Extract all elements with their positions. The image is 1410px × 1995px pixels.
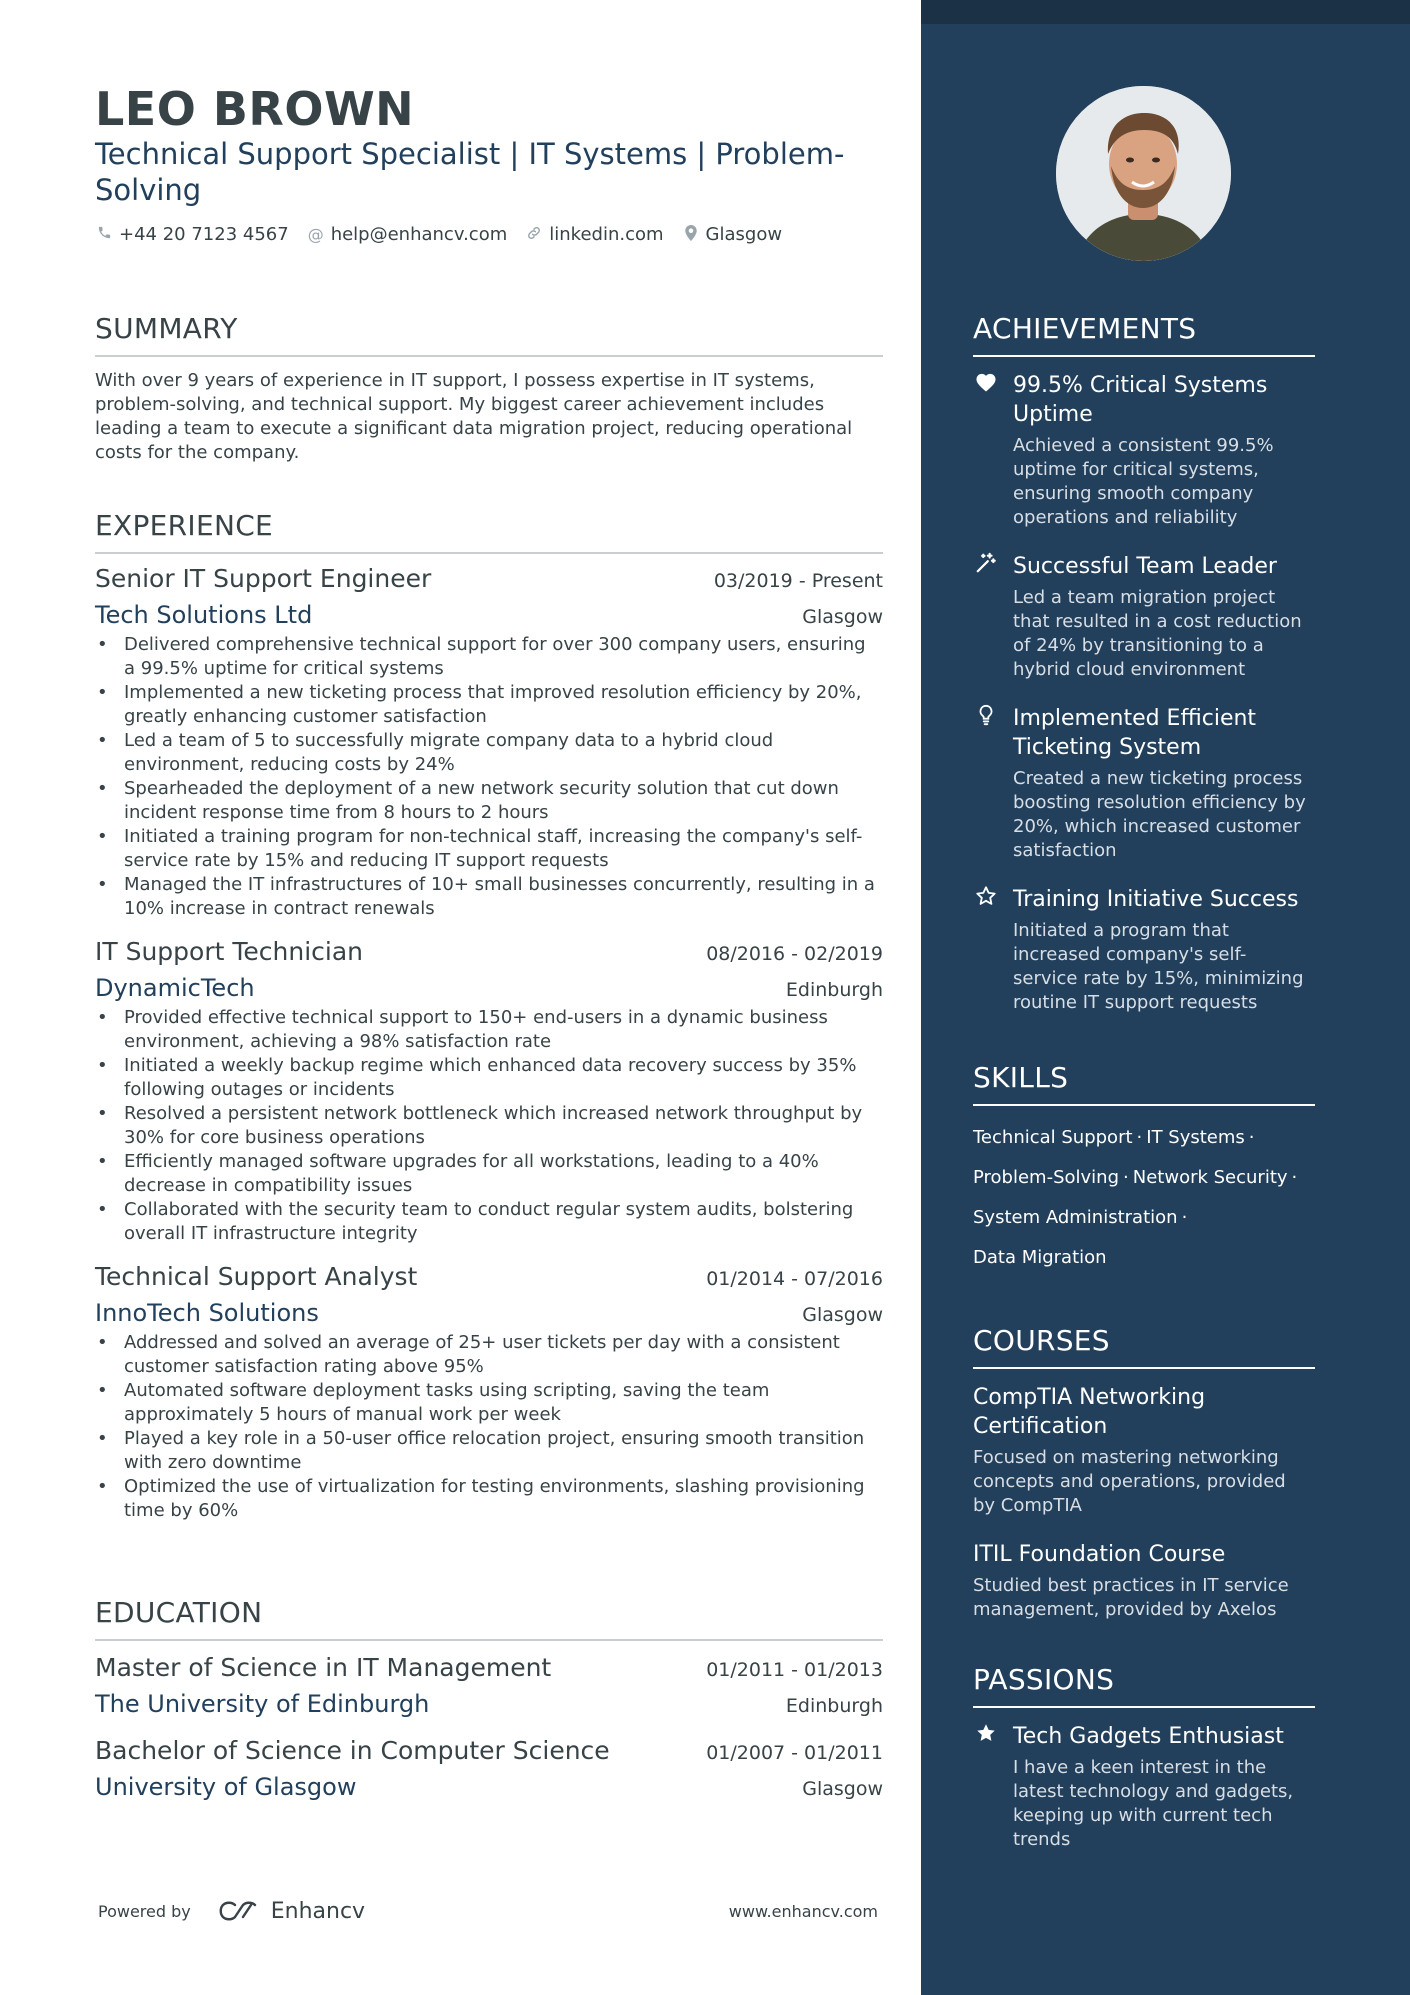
education-entry [95, 1653, 883, 1718]
course-description [973, 1574, 1315, 1622]
job-entry [95, 1262, 883, 1523]
desc-line: ensuring smooth company [1013, 483, 1254, 504]
job-title: Senior IT Support Engineer [95, 564, 432, 593]
job-bullets [95, 1331, 883, 1523]
section-divider [95, 355, 883, 357]
bullet-line: with zero downtime [124, 1452, 302, 1473]
achievement-title-line: Uptime [1013, 402, 1093, 427]
school-location: Glasgow [802, 1778, 883, 1800]
skills-row [973, 1198, 1315, 1238]
footer [98, 1896, 878, 1926]
section-title: SKILLS [973, 1061, 1069, 1094]
desc-line: Led a team migration project [1013, 587, 1276, 608]
skills-row [973, 1118, 1315, 1158]
skill-tag: Problem-Solving [973, 1167, 1120, 1188]
sidebar-top-band [921, 0, 1410, 24]
bullet-line: time by 60% [124, 1500, 239, 1521]
job-company: InnoTech Solutions [95, 1299, 319, 1327]
bullet-item [95, 1006, 883, 1054]
course-title-line: Certification [973, 1414, 1108, 1439]
desc-line: uptime for critical systems, [1013, 459, 1259, 480]
degree-title: Master of Science in IT Management [95, 1653, 552, 1682]
achievement-body [1013, 704, 1306, 863]
summary-line: problem-solving, and technical support. My biggest career achievement includes [95, 394, 825, 415]
star-filled-icon [973, 1722, 999, 1852]
course-item [973, 1383, 1315, 1518]
bullet-line: Initiated a training program for non-technical staff, increasing the company's self- [124, 826, 863, 847]
location-pin-icon [682, 225, 700, 245]
achievement-title [1013, 552, 1302, 581]
education-date: 01/2011 - 01/2013 [706, 1659, 883, 1681]
bullet-line: greatly enhancing customer satisfaction [124, 706, 487, 727]
bullet-line: Managed the IT infrastructures of 10+ small businesses concurrently, resulting in a [124, 874, 875, 895]
job-bullets [95, 633, 883, 921]
job-date: 01/2014 - 07/2016 [706, 1268, 883, 1290]
bullet-line: following outages or incidents [124, 1079, 395, 1100]
desc-line: management, provided by Axelos [973, 1599, 1277, 1620]
bullet-item [95, 633, 883, 681]
skill-tag: Network Security [1132, 1167, 1288, 1188]
job-header [95, 937, 883, 966]
section-divider [95, 552, 883, 554]
skills-row [973, 1158, 1315, 1198]
bullet-item [95, 777, 883, 825]
bullet-line: Spearheaded the deployment of a new network security solution that cut down [124, 778, 839, 799]
passion-title [1013, 1722, 1293, 1751]
bullet-line: a 99.5% uptime for critical systems [124, 658, 444, 679]
powered-by [98, 1899, 365, 1924]
achievement-item [973, 885, 1315, 1015]
skill-tag: Technical Support [973, 1127, 1133, 1148]
enhancv-logo-icon [215, 1899, 263, 1923]
achievement-title-line: Training Initiative Success [1013, 887, 1299, 912]
contact-linkedin[interactable] [525, 224, 663, 245]
location-text: Glasgow [705, 224, 783, 245]
bullet-line: Led a team of 5 to successfully migrate company data to a hybrid cloud [124, 730, 774, 751]
headline-line: Solving [95, 173, 202, 207]
at-icon: @ [307, 225, 324, 244]
bullet-item [95, 1475, 883, 1523]
desc-line: of 24% by transitioning to a [1013, 635, 1264, 656]
degree-title: Bachelor of Science in Computer Science [95, 1736, 610, 1765]
desc-line: that resulted in a cost reduction [1013, 611, 1302, 632]
bullet-line: Automated software deployment tasks using scripting, saving the team [124, 1380, 770, 1401]
education-section [95, 1596, 883, 1801]
section-title: COURSES [973, 1324, 1110, 1357]
section-divider [973, 1104, 1315, 1106]
desc-line: satisfaction [1013, 840, 1117, 861]
linkedin-text: linkedin.com [549, 224, 664, 245]
passion-title-line: Tech Gadgets Enthusiast [1013, 1724, 1284, 1749]
skill-separator: · [1181, 1207, 1188, 1228]
education-subheader [95, 1690, 883, 1718]
skills-section [973, 1061, 1315, 1278]
sidebar [921, 0, 1410, 1995]
bullet-line: environment, reducing costs by 24% [124, 754, 455, 775]
course-item [973, 1540, 1315, 1622]
desc-line: latest technology and gadgets, [1013, 1781, 1294, 1802]
job-company: DynamicTech [95, 974, 255, 1002]
job-date: 08/2016 - 02/2019 [706, 943, 883, 965]
section-divider [973, 1367, 1315, 1369]
job-company: Tech Solutions Ltd [95, 601, 313, 629]
achievement-title [1013, 371, 1274, 429]
brand-name: Enhancv [270, 1898, 366, 1924]
headline [95, 136, 883, 208]
desc-line: Initiated a program that [1013, 920, 1229, 941]
job-title: IT Support Technician [95, 937, 364, 966]
bullet-line: Resolved a persistent network bottleneck which increased network throughput by [124, 1103, 863, 1124]
passions-section [973, 1663, 1315, 1852]
profile-photo [1056, 86, 1231, 261]
course-description [973, 1446, 1315, 1518]
bullet-item [95, 1427, 883, 1475]
bullet-line: approximately 5 hours of manual work per week [124, 1404, 561, 1425]
contact-location [682, 224, 783, 245]
desc-line: hybrid cloud environment [1013, 659, 1246, 680]
section-title: SUMMARY [95, 312, 238, 345]
bullet-line: Implemented a new ticketing process that improved resolution efficiency by 20%, [124, 682, 862, 703]
achievement-title-line: 99.5% Critical Systems [1013, 373, 1268, 398]
section-title: EDUCATION [95, 1596, 263, 1629]
job-header [95, 564, 883, 593]
job-subheader [95, 974, 883, 1002]
skill-separator: · [1291, 1167, 1298, 1188]
footer-website-link[interactable]: www.enhancv.com [728, 1901, 878, 1921]
job-bullets [95, 1006, 883, 1246]
experience-section [95, 509, 883, 1523]
bullet-line: Provided effective technical support to 150+ end-users in a dynamic business [124, 1007, 828, 1028]
course-title-line: CompTIA Networking [973, 1385, 1206, 1410]
job-title: Technical Support Analyst [95, 1262, 418, 1291]
bullet-item [95, 1331, 883, 1379]
skill-separator: · [1136, 1127, 1143, 1148]
achievements-section [973, 312, 1315, 1015]
phone-icon [95, 225, 113, 244]
education-entry [95, 1736, 883, 1801]
bullet-item [95, 1054, 883, 1102]
job-subheader [95, 1299, 883, 1327]
achievement-title [1013, 885, 1304, 914]
desc-line: concepts and operations, provided [973, 1471, 1286, 1492]
bullet-line: incident response time from 8 hours to 2 hours [124, 802, 549, 823]
job-header [95, 1262, 883, 1291]
education-date: 01/2007 - 01/2011 [706, 1742, 883, 1764]
passion-body [1013, 1722, 1293, 1852]
bullet-line: decrease in compatibility issues [124, 1175, 413, 1196]
passion-item [973, 1722, 1315, 1852]
skill-tag: IT Systems [1146, 1127, 1245, 1148]
desc-line: increased company's self- [1013, 944, 1247, 965]
bullet-line: Collaborated with the security team to conduct regular system audits, bolstering [124, 1199, 854, 1220]
section-divider [973, 1706, 1315, 1708]
bullet-item [95, 1102, 883, 1150]
bullet-line: service rate by 15% and reducing IT support requests [124, 850, 609, 871]
achievement-title-line: Successful Team Leader [1013, 554, 1277, 579]
job-location: Glasgow [802, 606, 883, 628]
job-location: Edinburgh [785, 979, 883, 1001]
skill-separator: · [1248, 1127, 1255, 1148]
course-title [973, 1540, 1315, 1569]
section-divider [973, 355, 1315, 357]
summary-section [95, 312, 883, 465]
desc-line: operations and reliability [1013, 507, 1238, 528]
bullet-line: Delivered comprehensive technical support for over 300 company users, ensuring [124, 634, 866, 655]
desc-line: Studied best practices in IT service [973, 1575, 1289, 1596]
bullet-line: Addressed and solved an average of 25+ user tickets per day with a consistent [124, 1332, 840, 1353]
passion-description [1013, 1756, 1293, 1852]
bullet-item [95, 873, 883, 921]
achievement-description [1013, 919, 1304, 1015]
candidate-name: LEO BROWN [95, 82, 415, 136]
skill-tag: Data Migration [973, 1247, 1107, 1268]
achievement-title-line: Ticketing System [1013, 735, 1202, 760]
phone-text: +44 20 7123 4567 [119, 224, 289, 245]
achievement-item [973, 552, 1315, 682]
bullet-line: environment, achieving a 98% satisfaction rate [124, 1031, 552, 1052]
achievement-title-line: Implemented Efficient [1013, 706, 1257, 731]
headline-line: Technical Support Specialist | IT Systems | Problem- [95, 137, 845, 171]
contact-phone[interactable] [95, 224, 289, 245]
bullet-line: Efficiently managed software upgrades for all workstations, leading to a 40% [124, 1151, 819, 1172]
education-header [95, 1653, 883, 1682]
bullet-item [95, 825, 883, 873]
summary-line: costs for the company. [95, 442, 300, 463]
course-title-line: ITIL Foundation Course [973, 1542, 1226, 1567]
contact-bar [95, 224, 782, 245]
bullet-line: Optimized the use of virtualization for testing environments, slashing provisioning [124, 1476, 865, 1497]
achievement-item [973, 371, 1315, 530]
skills-list [973, 1118, 1315, 1278]
achievement-item [973, 704, 1315, 863]
desc-line: by CompTIA [973, 1495, 1082, 1516]
desc-line: Achieved a consistent 99.5% [1013, 435, 1274, 456]
school-name: University of Glasgow [95, 1773, 357, 1801]
section-title: PASSIONS [973, 1663, 1115, 1696]
achievement-description [1013, 586, 1302, 682]
desc-line: routine IT support requests [1013, 992, 1258, 1013]
desc-line: trends [1013, 1829, 1071, 1850]
bullet-line: Played a key role in a 50-user office relocation project, ensuring smooth transition [124, 1428, 865, 1449]
lightbulb-icon [973, 704, 999, 863]
achievement-title [1013, 704, 1306, 762]
job-entry [95, 564, 883, 921]
bullet-item [95, 1198, 883, 1246]
email-text: help@enhancv.com [330, 224, 508, 245]
school-name: The University of Edinburgh [95, 1690, 430, 1718]
achievement-body [1013, 552, 1302, 682]
desc-line: Focused on mastering networking [973, 1447, 1279, 1468]
powered-by-label: Powered by [98, 1901, 191, 1921]
bullet-line: overall IT infrastructure integrity [124, 1223, 418, 1244]
school-location: Edinburgh [785, 1695, 883, 1717]
contact-email[interactable] [307, 224, 508, 245]
heart-icon [973, 371, 999, 530]
education-subheader [95, 1773, 883, 1801]
section-title: ACHIEVEMENTS [973, 312, 1197, 345]
achievement-body [1013, 885, 1304, 1015]
star-outline-icon [973, 885, 999, 1015]
bullet-item [95, 729, 883, 777]
skill-tag: System Administration [973, 1207, 1178, 1228]
bullet-item [95, 1150, 883, 1198]
summary-line: leading a team to execute a significant data migration project, reducing operational [95, 418, 853, 439]
desc-line: service rate by 15%, minimizing [1013, 968, 1304, 989]
desc-line: keeping up with current tech [1013, 1805, 1273, 1826]
courses-section [973, 1324, 1315, 1622]
job-date: 03/2019 - Present [713, 570, 883, 592]
desc-line: boosting resolution efficiency by [1013, 792, 1306, 813]
magic-wand-icon [973, 552, 999, 682]
achievement-description [1013, 434, 1274, 530]
desc-line: I have a keen interest in the [1013, 1757, 1267, 1778]
summary-text [95, 369, 883, 465]
job-subheader [95, 601, 883, 629]
bullet-item [95, 1379, 883, 1427]
desc-line: Created a new ticketing process [1013, 768, 1303, 789]
achievement-description [1013, 767, 1306, 863]
section-title: EXPERIENCE [95, 509, 274, 542]
achievement-body [1013, 371, 1274, 530]
bullet-line: customer satisfaction rating above 95% [124, 1356, 484, 1377]
skills-row [973, 1238, 1315, 1278]
bullet-line: Initiated a weekly backup regime which enhanced data recovery success by 35% [124, 1055, 857, 1076]
bullet-line: 30% for core business operations [124, 1127, 425, 1148]
link-icon [525, 225, 543, 245]
desc-line: 20%, which increased customer [1013, 816, 1301, 837]
skill-separator: · [1123, 1167, 1129, 1188]
job-location: Glasgow [802, 1304, 883, 1326]
section-divider [95, 1639, 883, 1641]
summary-line: With over 9 years of experience in IT support, I possess expertise in IT systems, [95, 370, 815, 391]
course-title [973, 1383, 1315, 1441]
education-header [95, 1736, 883, 1765]
enhancv-logo[interactable] [215, 1899, 365, 1924]
bullet-item [95, 681, 883, 729]
job-entry [95, 937, 883, 1246]
bullet-line: 10% increase in contract renewals [124, 898, 435, 919]
